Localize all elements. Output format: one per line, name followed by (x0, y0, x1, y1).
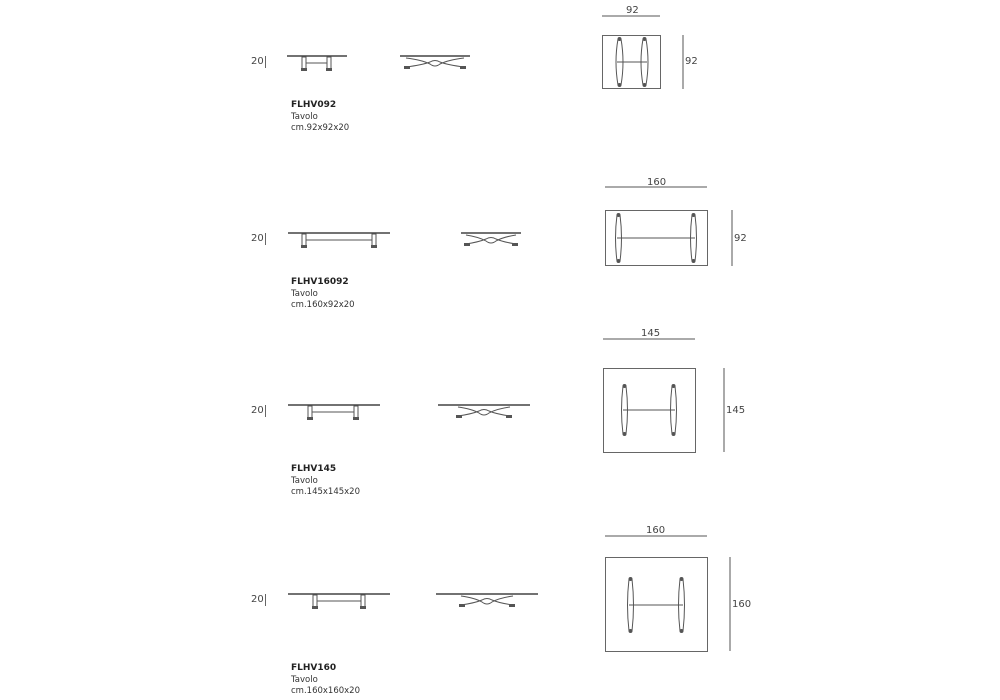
height-label: 20 (251, 405, 264, 416)
height-marker (265, 405, 266, 417)
product-code: FLHV145 (291, 464, 337, 474)
side-elevation-drawing (438, 403, 532, 423)
product-size: cm.160x160x20 (291, 686, 360, 696)
plan-width-label: 92 (626, 5, 639, 16)
plan-width-label: 160 (647, 177, 667, 188)
height-marker (265, 56, 266, 68)
plan-width-label: 160 (646, 525, 666, 536)
plan-depth-label: 92 (685, 56, 698, 67)
plan-width-dimension-line (602, 15, 662, 19)
plan-view-drawing (603, 368, 697, 454)
side-elevation-drawing (400, 54, 472, 74)
product-size: cm.92x92x20 (291, 123, 350, 133)
front-elevation-drawing (288, 231, 392, 251)
height-marker (265, 594, 266, 606)
side-elevation-drawing (436, 592, 540, 612)
side-elevation-drawing (461, 231, 523, 251)
height-label: 20 (251, 594, 264, 605)
plan-view-drawing (605, 210, 709, 268)
plan-view-drawing (605, 557, 709, 653)
plan-width-dimension-line (605, 186, 709, 190)
product-size: cm.145x145x20 (291, 487, 360, 497)
plan-depth-label: 92 (734, 233, 747, 244)
plan-depth-label: 160 (732, 599, 752, 610)
product-type: Tavolo (291, 476, 318, 486)
plan-depth-label: 145 (726, 405, 746, 416)
plan-width-dimension-line (603, 338, 697, 342)
product-code: FLHV092 (291, 100, 337, 110)
product-size: cm.160x92x20 (291, 300, 355, 310)
product-type: Tavolo (291, 112, 318, 122)
product-type: Tavolo (291, 675, 318, 685)
height-label: 20 (251, 56, 264, 67)
plan-width-dimension-line (605, 535, 709, 539)
front-elevation-drawing (288, 403, 382, 423)
product-code: FLHV16092 (291, 277, 349, 287)
height-marker (265, 233, 266, 245)
product-type: Tavolo (291, 289, 318, 299)
front-elevation-drawing (287, 54, 349, 74)
plan-width-label: 145 (641, 328, 661, 339)
height-label: 20 (251, 233, 264, 244)
front-elevation-drawing (288, 592, 392, 612)
plan-view-drawing (602, 35, 662, 91)
product-code: FLHV160 (291, 663, 337, 673)
